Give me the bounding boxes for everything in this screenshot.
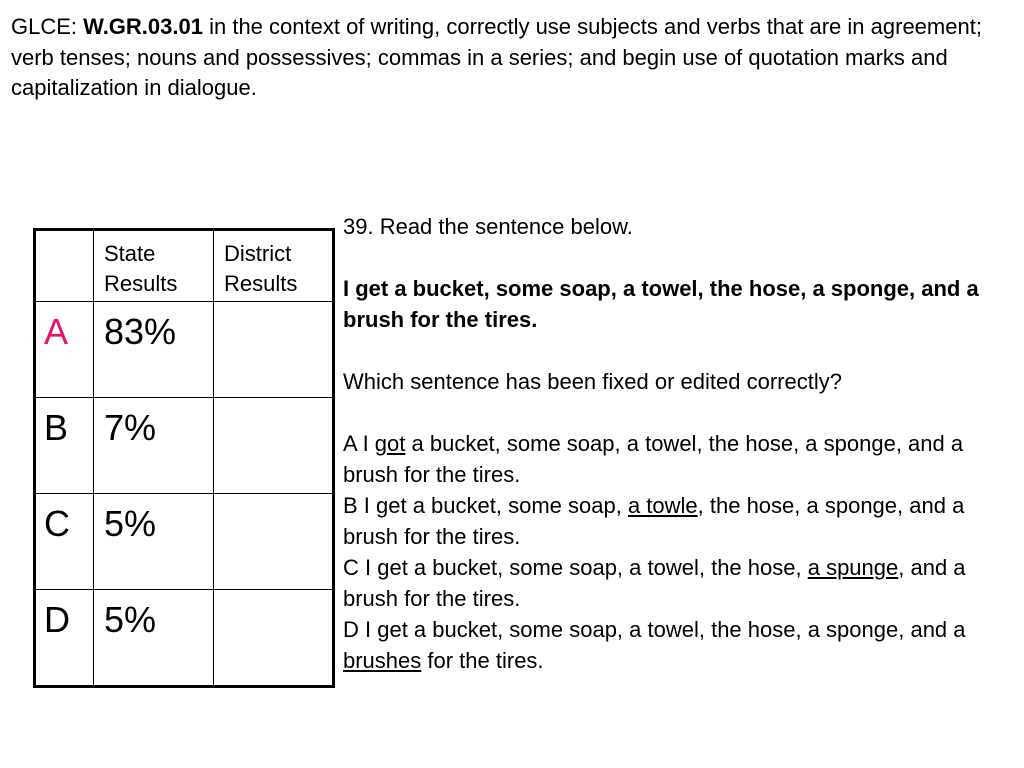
- underlined-word: brushes: [343, 648, 422, 673]
- district-result-cell: [214, 398, 334, 494]
- header-cell-state: [94, 230, 214, 302]
- district-result: [214, 302, 332, 310]
- glce-description: in the context of writing, correctly use subjects and verbs that are in agreement; verb tenses; nouns and possessives; commas in a series; and begin use of quotation marks and capitalization in dialogue.: [11, 14, 982, 100]
- table-row: [35, 302, 334, 398]
- answer-letter-cell: [35, 494, 94, 590]
- underlined-word: got: [374, 431, 406, 456]
- state-result-cell: [94, 494, 214, 590]
- table-row: [35, 494, 334, 590]
- answer-option-c: C I get a bucket, some soap, a towel, the hose, a spunge, and a brush for the tires.: [343, 555, 966, 611]
- answer-letter-cell: [35, 590, 94, 687]
- header-cell-blank: [35, 230, 94, 302]
- answer-letter: C: [44, 503, 70, 544]
- underlined-word: a towle: [627, 493, 698, 518]
- question-prompt: 39. Read the sentence below.: [343, 214, 633, 239]
- district-result-cell: [214, 494, 334, 590]
- glce-standard: [11, 12, 1016, 104]
- state-result-cell: [94, 398, 214, 494]
- answer-option-d: D I get a bucket, some soap, a towel, the hose, a sponge, and a brushes for the tires.: [343, 617, 966, 673]
- glce-code: W.GR.03.01: [83, 14, 203, 39]
- district-result: [214, 590, 332, 598]
- table-header-row: [35, 230, 334, 302]
- glce-prefix: GLCE:: [11, 14, 84, 39]
- question-sentence: I get a bucket, some soap, a towel, the hose, a sponge, and a brush for the tires.: [343, 276, 979, 332]
- question-ask: Which sentence has been fixed or edited correctly?: [343, 369, 842, 394]
- table-row: [35, 590, 334, 687]
- state-result: 83%: [104, 311, 177, 352]
- underlined-word: a spunge: [807, 555, 899, 580]
- answer-option-a: A I got a bucket, some soap, a towel, the hose, a sponge, and a brush for the tires.: [343, 431, 964, 487]
- district-results-header: District Results: [224, 241, 298, 296]
- spacer: [343, 397, 1008, 428]
- district-result-cell: [214, 590, 334, 687]
- state-results-header: State Results: [104, 241, 178, 296]
- answer-option-b: B I get a bucket, some soap, a towle, the hose, a sponge, and a brush for the tires.: [343, 493, 965, 549]
- spacer: [343, 242, 1008, 273]
- header-cell-district: [214, 230, 334, 302]
- district-result-cell: [214, 302, 334, 398]
- state-result: 5%: [104, 599, 157, 640]
- district-result: [214, 398, 332, 406]
- table-row: [35, 398, 334, 494]
- answer-letter: B: [44, 407, 69, 448]
- question-block: [343, 211, 1008, 676]
- spacer: [343, 335, 1008, 366]
- results-table: [33, 228, 335, 688]
- answer-letter-cell: [35, 302, 94, 398]
- state-result: 7%: [104, 407, 157, 448]
- state-result-cell: [94, 590, 214, 687]
- state-result: 5%: [104, 503, 157, 544]
- district-result: [214, 494, 332, 502]
- state-result-cell: [94, 302, 214, 398]
- answer-letter: D: [44, 599, 70, 640]
- answer-letter-cell: [35, 398, 94, 494]
- answer-letter: A: [44, 311, 69, 352]
